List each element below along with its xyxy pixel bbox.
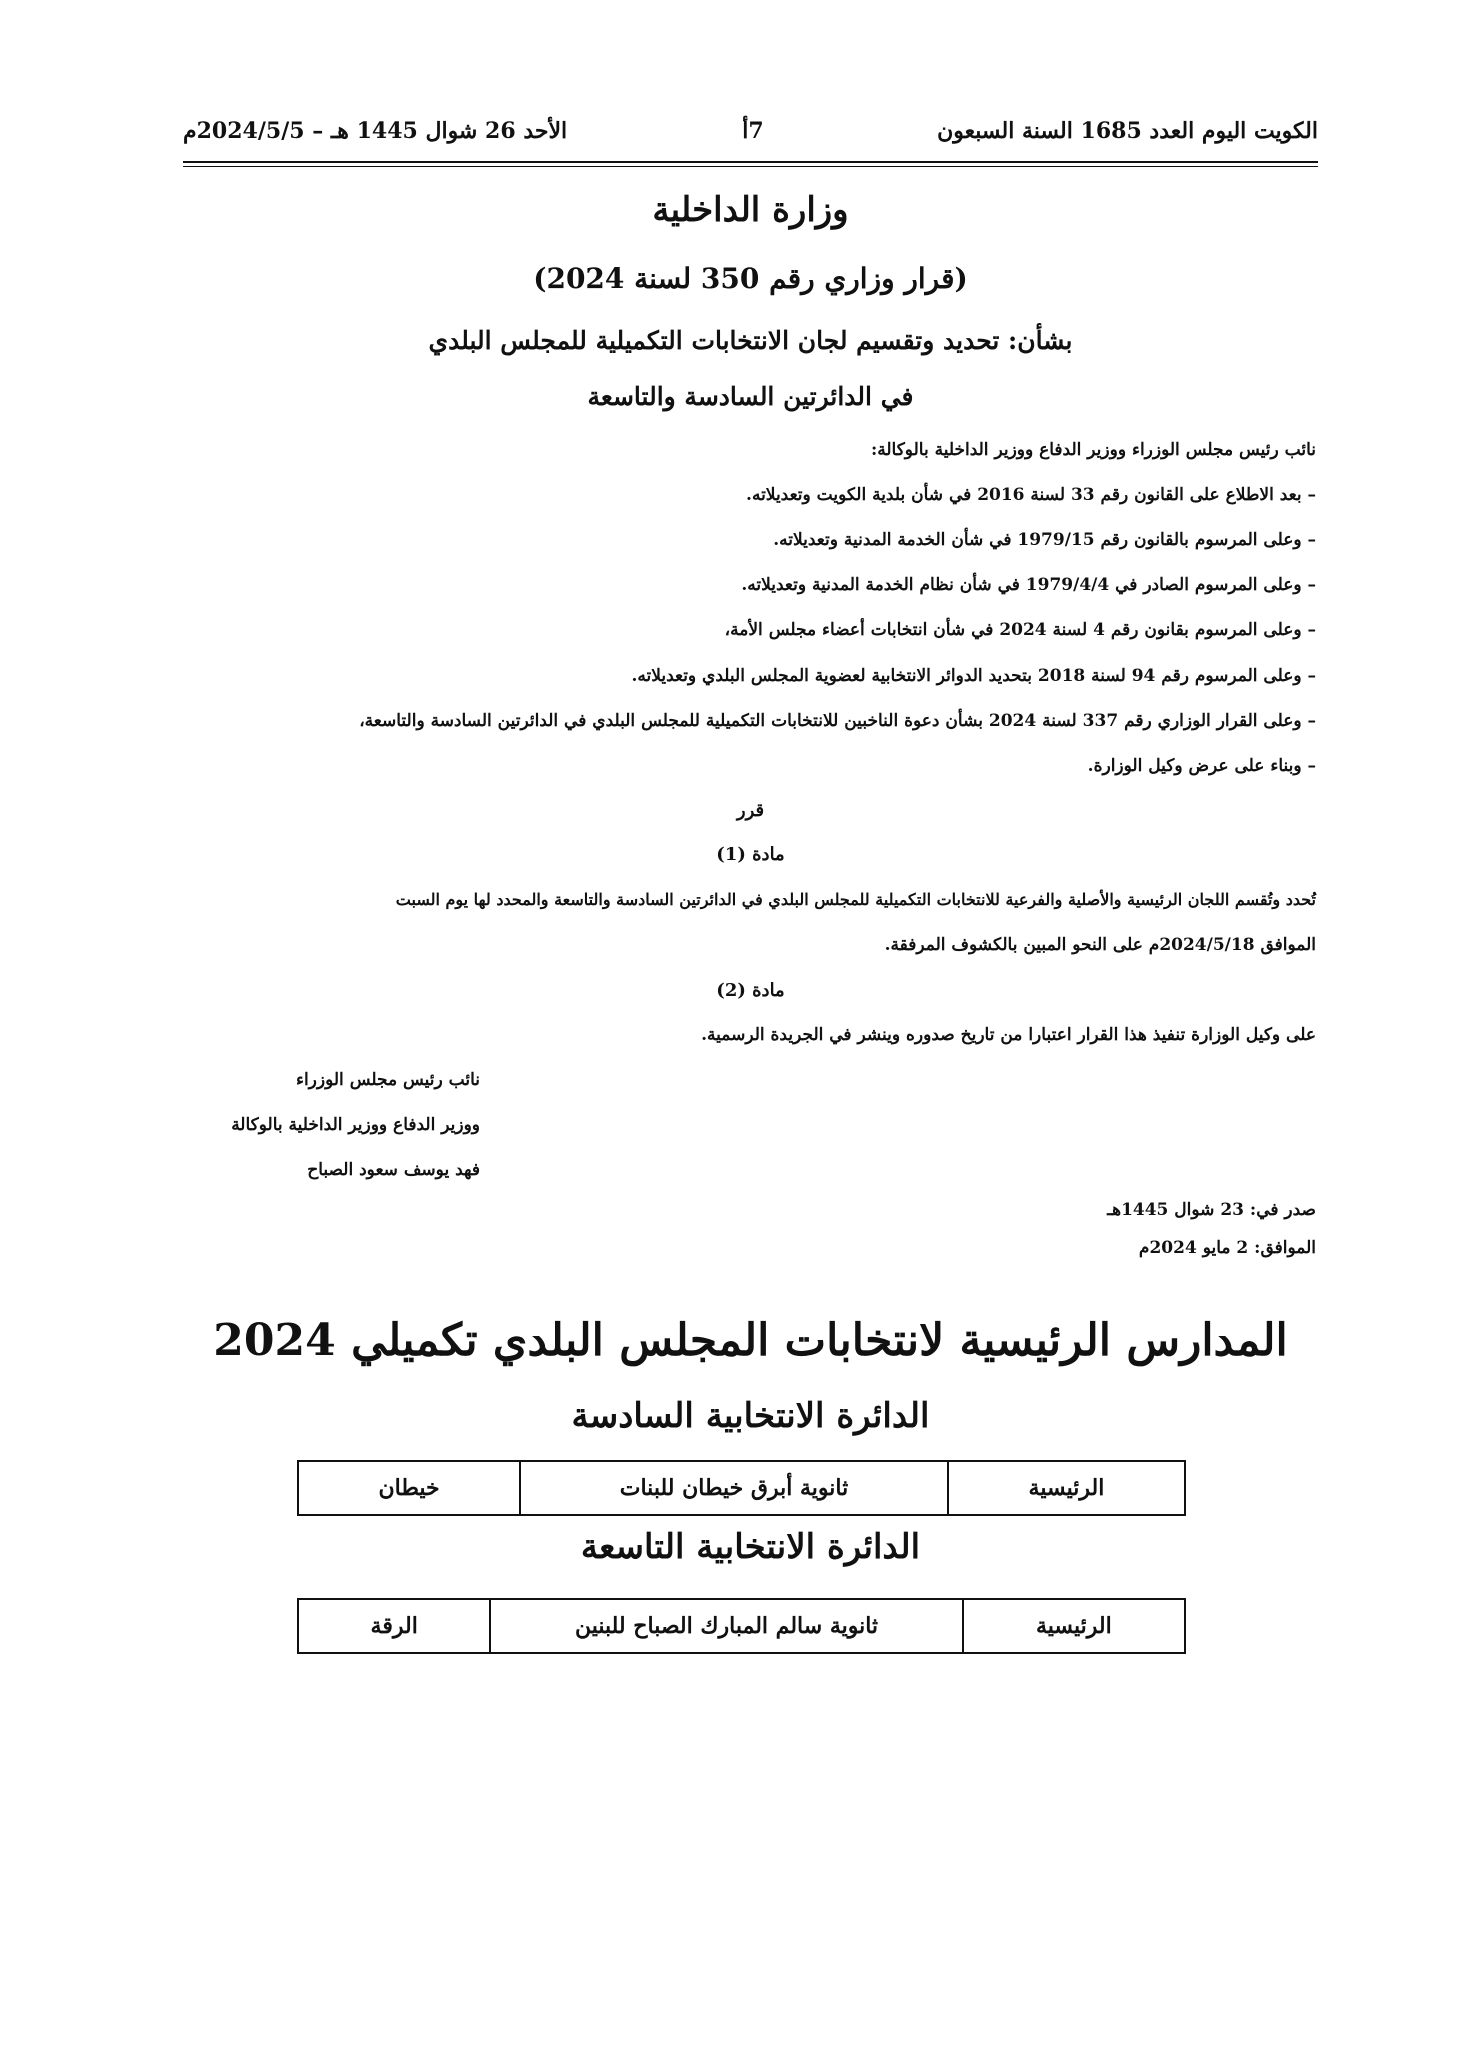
table-cell-school: ثانوية أبرق خيطان للبنات — [520, 1461, 948, 1515]
issued-hijri-date: صدر في: 23 شوال 1445هـ — [1107, 1200, 1316, 1220]
table-cell-school: ثانوية سالم المبارك الصباح للبنين — [490, 1599, 962, 1653]
district-9-table — [297, 1598, 1186, 1654]
issued-gregorian-date: الموافق: 2 مايو 2024م — [1138, 1238, 1316, 1258]
signature-line-2: ووزير الدفاع ووزير الداخلية بالوكالة — [231, 1115, 480, 1135]
subject-line-1: بشأن: تحديد وتقسيم لجان الانتخابات التكميلية للمجلس البلدي — [428, 326, 1073, 355]
table-row — [298, 1461, 1185, 1515]
preamble-item: – وبناء على عرض وكيل الوزارة. — [1087, 756, 1316, 776]
header-issue-info: الكويت اليوم العدد 1685 السنة السبعون — [937, 118, 1318, 144]
table-cell-area: الرقة — [298, 1599, 490, 1653]
district-9-title: الدائرة الانتخابية التاسعة — [580, 1527, 921, 1567]
preamble-item: – بعد الاطلاع على القانون رقم 33 لسنة 2016 في شأن بلدية الكويت وتعديلاته. — [746, 485, 1316, 505]
signature-line-1: نائب رئيس مجلس الوزراء — [295, 1070, 480, 1090]
page-header — [183, 118, 1318, 154]
header-date: الأحد 26 شوال 1445 هـ – 2024/5/5م — [183, 118, 568, 144]
table-row — [298, 1599, 1185, 1653]
subject-line-2: في الدائرتين السادسة والتاسعة — [587, 382, 914, 411]
header-rule-thin — [183, 166, 1318, 167]
article-1-text-line-1: تُحدد وتُقسم اللجان الرئيسية والأصلية والفرعية للانتخابات التكميلية للمجلس البلدي في الدائرتين السادسة والتاسعة والمحدد لها يوم السبت — [395, 890, 1316, 909]
article-1-text-line-2: الموافق 2024/5/18م على النحو المبين بالكشوف المرفقة. — [884, 935, 1316, 955]
article-2-title: مادة (2) — [716, 980, 785, 1001]
header-rule-thick — [183, 161, 1318, 163]
district-6-table — [297, 1460, 1186, 1516]
district-6-title: الدائرة الانتخابية السادسة — [571, 1396, 930, 1436]
preamble-item: – وعلى المرسوم بقانون رقم 4 لسنة 2024 في شأن انتخابات أعضاء مجلس الأمة، — [724, 620, 1316, 640]
signature-name: فهد يوسف سعود الصباح — [307, 1160, 480, 1180]
ministry-title: وزارة الداخلية — [652, 190, 849, 230]
article-1-title: مادة (1) — [716, 844, 785, 865]
header-page-number: 7أ — [742, 118, 764, 144]
schools-title: المدارس الرئيسية لانتخابات المجلس البلدي تكميلي 2024 — [213, 1315, 1288, 1366]
preamble-item: – وعلى القرار الوزاري رقم 337 لسنة 2024 بشأن دعوة الناخبين للانتخابات التكميلية للمجلس البلدي في الدائرتين السادسة والتاسعة، — [359, 711, 1316, 731]
table-cell-area: خيطان — [298, 1461, 520, 1515]
preamble-item: – وعلى المرسوم بالقانون رقم 1979/15 في شأن الخدمة المدنية وتعديلاته. — [773, 530, 1316, 550]
decision-title: (قرار وزاري رقم 350 لسنة 2024) — [533, 262, 968, 295]
decided-heading: قرر — [736, 800, 765, 821]
table-cell-type: الرئيسية — [948, 1461, 1185, 1515]
article-2-text: على وكيل الوزارة تنفيذ هذا القرار اعتبارا من تاريخ صدوره وينشر في الجريدة الرسمية. — [701, 1025, 1316, 1045]
table-cell-type: الرئيسية — [963, 1599, 1185, 1653]
intro-line: نائب رئيس مجلس الوزراء ووزير الدفاع ووزير الداخلية بالوكالة: — [870, 440, 1316, 460]
preamble-item: – وعلى المرسوم الصادر في 1979/4/4 في شأن نظام الخدمة المدنية وتعديلاته. — [741, 575, 1316, 595]
preamble-item: – وعلى المرسوم رقم 94 لسنة 2018 بتحديد الدوائر الانتخابية لعضوية المجلس البلدي وتعديلاته. — [631, 666, 1316, 686]
